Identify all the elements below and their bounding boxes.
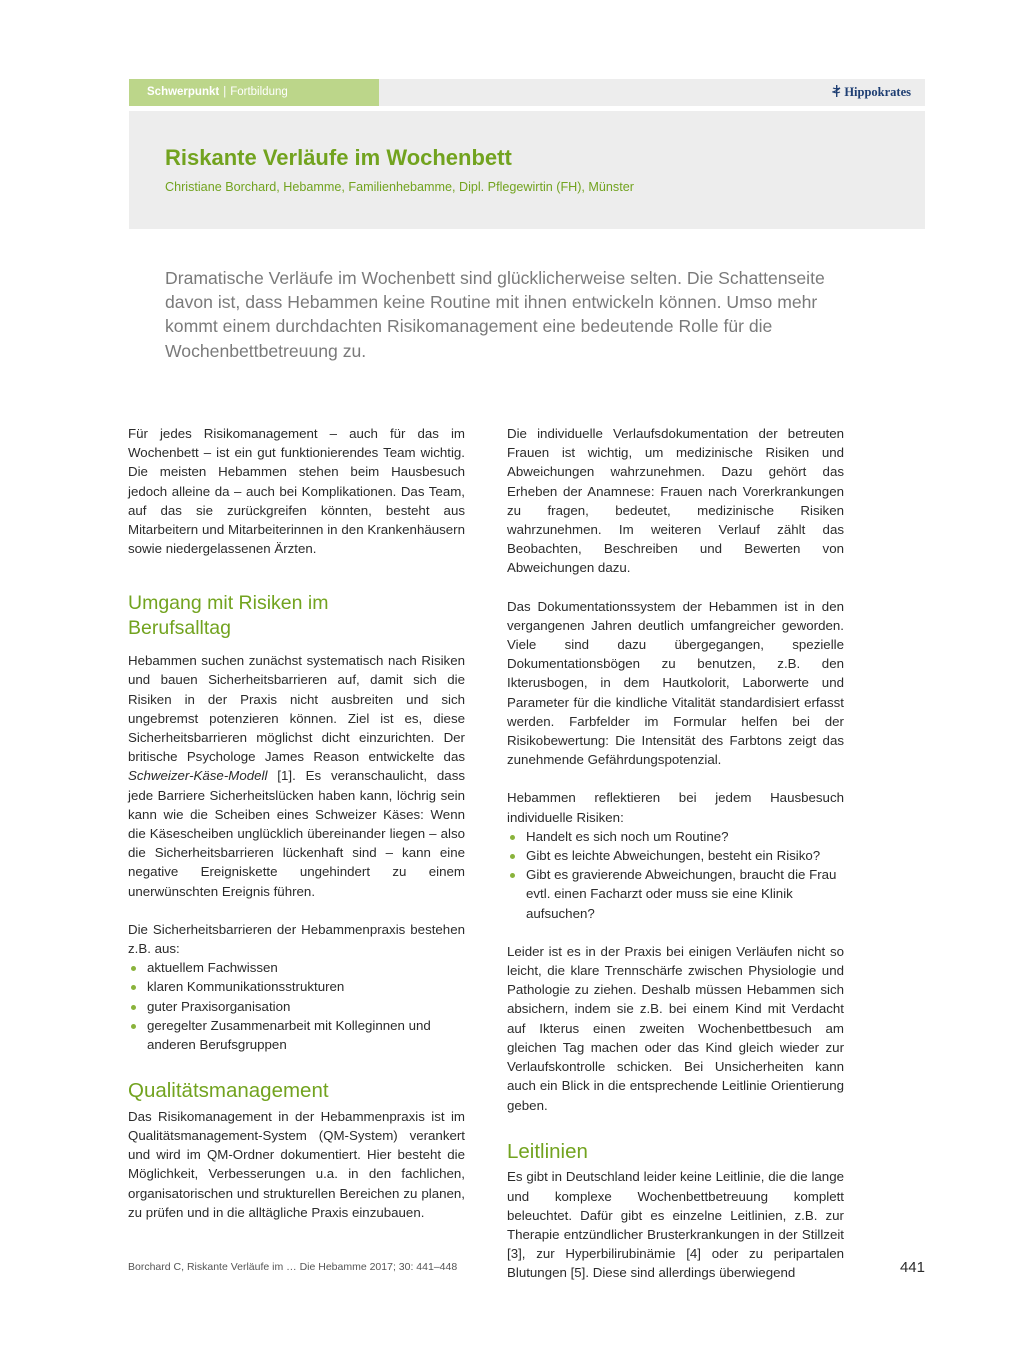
section-separator: | <box>223 86 227 98</box>
list-item <box>128 997 465 1016</box>
footer-citation: Borchard C, Riskante Verläufe im … Die Hebamme 2017; 30: 441–448 <box>128 1261 458 1273</box>
list-item <box>128 958 465 977</box>
staff-icon <box>832 85 841 97</box>
intro-paragraph: Für jedes Risikomanagement – auch für das im Wochenbett – ist ein gut funktionierendes Team wichtig. Die meisten Hebammen stehen beim Hausbesuch jedoch alleine da – auch bei Komplikationen. Das Team, auf das sie zurückgreifen könnten, besteht aus Mitarbeitern und Mitarbeiterinnen in den Krankenhäusern sowie niedergelassenen Ärzten. <box>128 426 465 557</box>
list-item-text: guter Praxisorganisation <box>147 998 291 1014</box>
article-title-box <box>129 111 925 229</box>
bullet-icon <box>131 1005 136 1010</box>
list-item <box>507 846 844 865</box>
bullet-icon <box>510 854 515 859</box>
journal-header-bar <box>129 79 925 106</box>
leider-paragraph: Leider ist es in der Praxis bei einigen Verläufen nicht so leicht, die klare Trennschärfe zwischen Physiologie und Pathologie zu ziehen. Deshalb müssen Hebammen sich absichern, indem sie z.B. bei einem Kind mit Verdacht auf Ikterus einen zweiten Wochenbettbesuch am gleichen Tag machen oder das Kind gleich wieder zur Verlaufskontrolle schicken. Bei Unsicherheiten kann auch ein Blick in die entsprechende Leitlinie Orientierung geben. <box>507 943 844 1113</box>
list-item-text: Gibt es gravierende Abweichungen, braucht die Frau evtl. einen Facharzt oder muss sie eine Klinik aufsuchen? <box>526 867 837 921</box>
bullet-icon <box>510 873 515 878</box>
heading-risiken-line1: Umgang mit Risiken im <box>128 592 329 615</box>
article-lead: Dramatische Verläufe im Wochenbett sind glücklicherweise selten. Die Schattenseite davon ist, dass Hebammen keine Routine mit ihnen entwickeln können. Umso mehr kommt einem durchdachten Risikomanagement eine bedeutende Rolle für die Wochenbettbetreuung zu. <box>165 268 825 361</box>
heading-leitlinien: Leitlinien <box>507 1139 588 1163</box>
section-label <box>129 79 379 106</box>
barrieren-paragraph: Die Sicherheitsbarrieren der Hebammenpraxis bestehen z.B. aus: <box>128 921 465 957</box>
list-item-text: geregelter Zusammenarbeit mit Kolleginnen und anderen Berufsgruppen <box>147 1017 431 1053</box>
risiken-model-name: Schweizer-Käse-Modell <box>128 768 268 784</box>
bullet-icon <box>131 985 136 990</box>
article-title: Riskante Verläufe im Wochenbett <box>165 145 512 170</box>
leitlinien-paragraph: Es gibt in Deutschland leider keine Leitlinie, die die lange und komplexe Wochenbettbetreuung komplett beleuchtet. Dafür gibt es einzelne Leitlinien, z.B. zur Therapie entzündlicher Brusterkrankungen in der Stillzeit [3], zur Hyperbilirubinämie [4] oder zu peripartalen Blutungen [5]. Diese sind allerdings überwiegend <box>507 1169 844 1281</box>
list-item <box>128 1016 465 1054</box>
risiken-paragraph <box>128 651 465 901</box>
publisher-logo <box>832 79 911 106</box>
system-paragraph: Das Dokumentationssystem der Hebammen ist in den vergangenen Jahren deutlich umfangreicher geworden. Viele sind dazu übergegangen, spezielle Dokumentationsbögen zu benutzen, z.B. den Ikterusbogen, in dem Hautkolorit, Laborwerte und Parameter für die kindliche Vitalität standardisiert erfasst werden. Farbfelder im Formular helfen bei der Risikobewertung: Die Intensität des Farbtons zeigt das zunehmende Gefährdungspotenzial. <box>507 598 844 768</box>
list-item-text: Handelt es sich noch um Routine? <box>526 828 729 844</box>
section-name: Schwerpunkt <box>147 86 220 98</box>
left-column <box>128 424 465 1222</box>
list-item-text: aktuellem Fachwissen <box>147 960 278 976</box>
article-author: Christiane Borchard, Hebamme, Familienhebamme, Dipl. Pflegewirtin (FH), Münster <box>165 180 634 194</box>
risiken-text-a: Hebammen suchen zunächst systematisch nach Risiken und bauen Sicherheitsbarrieren auf, damit sich die Risiken in der Praxis nicht ausbreiten und sich ungebremst potenzieren können. Ziel ist es, diese Sicherheitsbarrieren möglichst dicht einzurichten. Der britische Psychologe James Reason entwickelte das <box>128 653 465 765</box>
right-column <box>507 424 844 1283</box>
subsection-name: Fortbildung <box>230 86 288 98</box>
heading-risiken-line2: Berufsalltag <box>128 616 231 639</box>
publisher-name: Hippokrates <box>844 85 911 99</box>
list-item <box>507 827 844 846</box>
reflect-list <box>507 827 844 923</box>
bullet-icon <box>131 1024 136 1029</box>
list-item <box>128 977 465 996</box>
doku-paragraph: Die individuelle Verlaufsdokumentation der betreuten Frauen ist wichtig, um medizinische Risiken und Abweichungen wahrzunehmen. Dazu gehört das Erheben der Anamnese: Frauen nach Vorerkrankungen zu fragen, bedeutet, medizinische Risiken wahrzunehmen. Im weiteren Verlauf zählt das Beobachten, Beschreiben und Bewerten von Abweichungen dazu. <box>507 426 844 576</box>
page-number: 441 <box>899 1259 925 1276</box>
bullet-icon <box>510 835 515 840</box>
qm-paragraph: Das Risikomanagement in der Hebammenpraxis ist im Qualitätsmanagement-System (QM-System) verankert und wird im QM-Ordner dokumentiert. Hier besteht die Möglichkeit, Verbesserungen u.a. in den fachlichen, organisatorischen und strukturellen Bereichen zu planen, zu prüfen und in die alltägliche Praxis einzubauen. <box>128 1108 465 1220</box>
list-item-text: Gibt es leichte Abweichungen, besteht ein Risiko? <box>526 848 821 864</box>
heading-qm: Qualitätsmanagement <box>128 1079 329 1103</box>
bullet-icon <box>131 966 136 971</box>
risiken-text-b: [1]. Es veranschaulicht, dass jede Barriere Sicherheitslücken haben kann, löchrig sein kann wie die Scheiben eines Schweizer Käses: Wenn die Käsescheiben unglücklich übereinander liegen – also die Sicherheitsbarrieren lückenhaft sind – kann eine negative Ereigniskette ungehindert zu einem unerwünschten Ereignis führen. <box>128 768 466 899</box>
list-item <box>507 865 844 923</box>
list-item-text: klaren Kommunikationsstrukturen <box>147 979 345 995</box>
barrier-list <box>128 958 465 1054</box>
reflect-paragraph: Hebammen reflektieren bei jedem Hausbesuch individuelle Risiken: <box>507 790 844 825</box>
heading-risiken <box>128 591 465 640</box>
